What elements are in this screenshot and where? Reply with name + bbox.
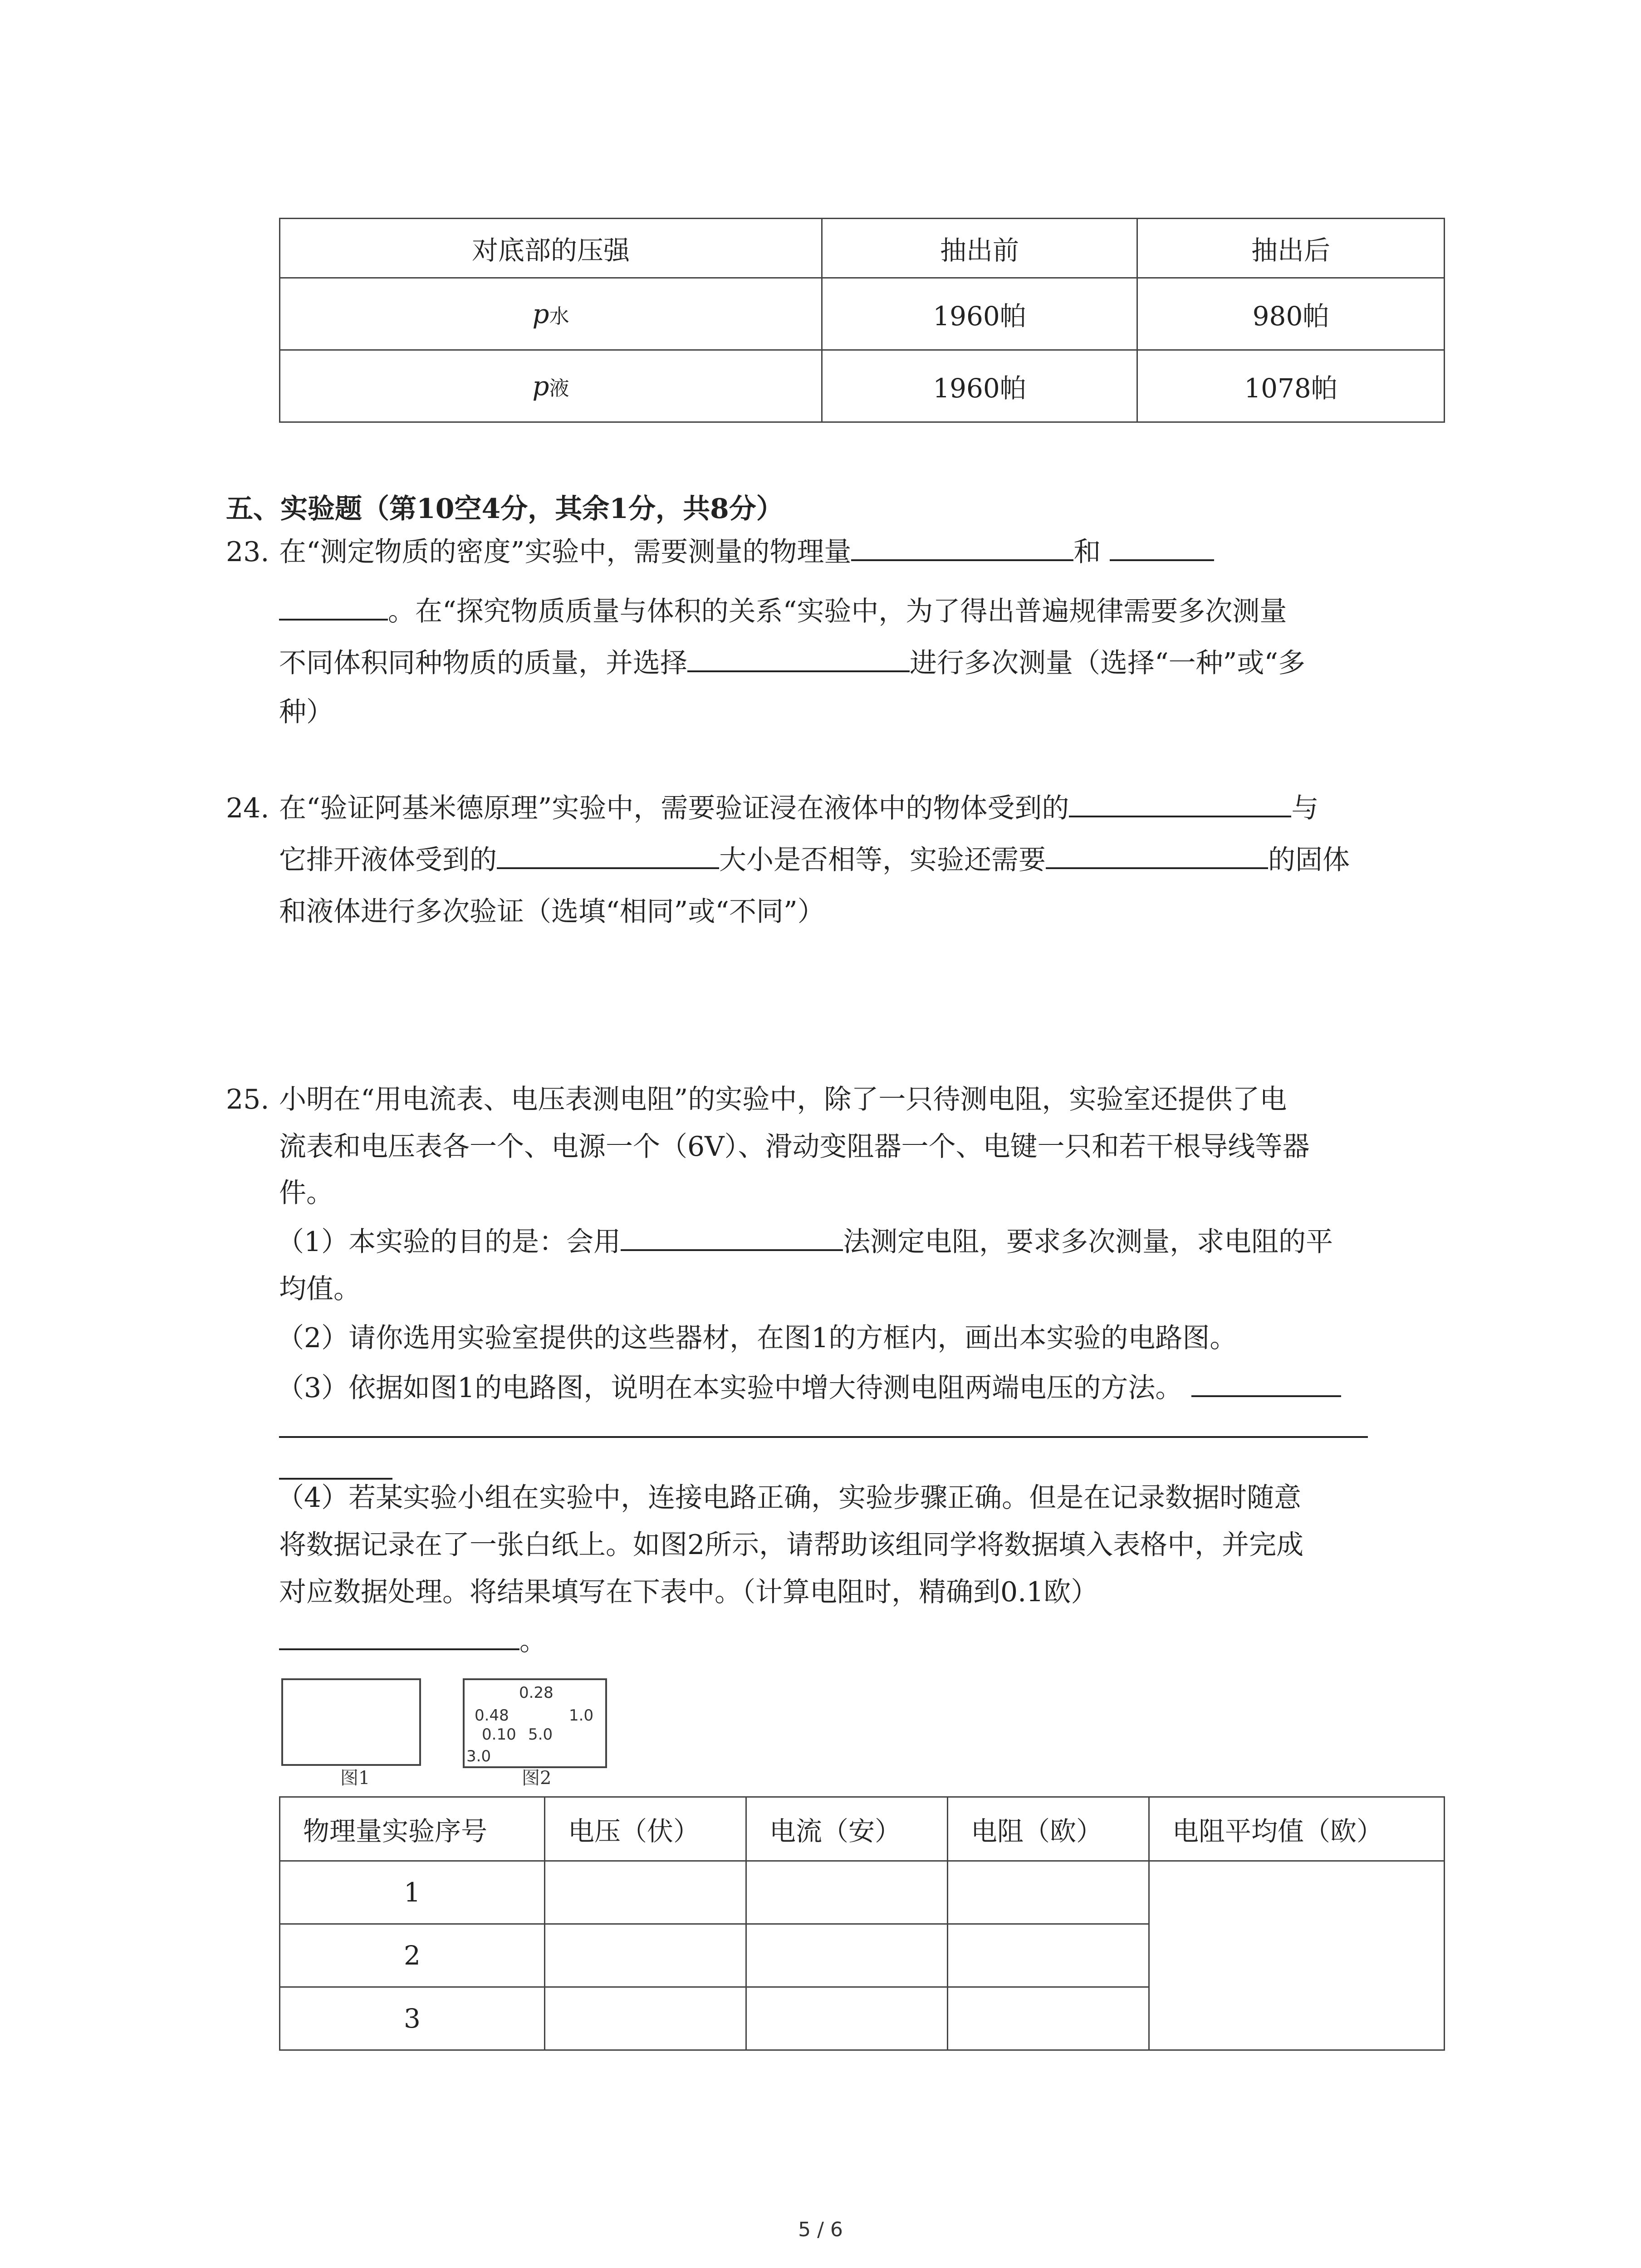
question-number: 24. [226,792,269,824]
table-row [280,1861,1445,1924]
after-value: 1078帕 [1137,350,1445,422]
current-cell[interactable] [746,1924,948,1987]
voltage-cell[interactable] [545,1987,746,2050]
resistance-cell[interactable] [948,1987,1149,2050]
voltage-cell[interactable] [545,1924,746,1987]
row-index: 3 [280,1987,545,2050]
figure-1-caption: 图1 [340,1768,370,1789]
q25-part-3: （3）依据如图1的电路图，说明在本实验中增大待测电阻两端电压的方法。 [277,1364,1341,1412]
header-cell: 电压（伏） [545,1797,746,1861]
figure-2-number: 1.0 [569,1706,594,1725]
q25-part-1-cont: 均值。 [279,1273,361,1305]
current-cell[interactable] [746,1861,948,1924]
q25-part-2: （2）请你选用实验室提供的这些器材，在图1的方框内，画出本实验的电路图。 [277,1322,1237,1354]
answer-blank[interactable] [621,1222,843,1251]
section-title: 五、实验题（第10空4分，其余1分，共8分） [226,493,784,525]
row-index: 2 [280,1924,545,1987]
pressure-table-header [280,219,1445,278]
figure-1-box[interactable] [281,1678,421,1766]
voltage-cell[interactable] [545,1861,746,1924]
question-number: 23. [226,536,269,568]
answer-line[interactable] [279,1436,1368,1438]
header-cell: 电阻（欧） [948,1797,1149,1861]
row-index: 1 [280,1861,545,1924]
row-label: p液 [280,350,822,422]
q25-line-2: 流表和电压表各一个、电源一个（6V）、滑动变阻器一个、电键一只和若干根导线等器 [279,1131,1310,1163]
answer-blank[interactable] [1110,532,1214,561]
page-number: 5 / 6 [798,2218,843,2241]
row-label: p水 [280,278,822,350]
q25-part-4: （4）若某实验小组在实验中，连接电路正确，实验步骤正确。但是在记录数据时随意 [277,1482,1302,1514]
average-resistance-cell[interactable] [1149,1861,1445,2050]
q24-line-2: 它排开液体受到的 大小是否相等，实验还需要 的固体 [279,836,1350,884]
q25-part-4-line-2: 将数据记录在了一张白纸上。如图2所示，请帮助该组同学将数据填入表格中，并完成 [279,1529,1304,1561]
before-value: 1960帕 [822,350,1137,422]
q25-part-1: （1）本实验的目的是：会用 法测定电阻，要求多次测量，求电阻的平 [277,1218,1333,1266]
q25-line-1: 小明在“用电流表、电压表测电阻”的实验中，除了一只待测电阻，实验室还提供了电 [279,1084,1287,1115]
q23-line-1: 在“测定物质的密度”实验中，需要测量的物理量 和 [279,528,1214,576]
header-cell: 抽出前 [822,219,1137,278]
answer-blank[interactable] [1191,1368,1341,1397]
q25-answer-line: 。 [279,1618,547,1665]
question-number: 25. [226,1084,269,1115]
current-cell[interactable] [746,1987,948,2050]
answer-blank[interactable] [851,532,1073,561]
header-cell: 物理量实验序号 [280,1797,545,1861]
figure-2-number: 0.10 [482,1725,516,1744]
resistance-cell[interactable] [948,1861,1149,1924]
q23-line-4: 种） [279,696,333,728]
header-cell: 抽出后 [1137,219,1445,278]
q25-line-3: 件。 [279,1177,333,1209]
answer-blank[interactable] [687,643,910,672]
q24-line-1: 在“验证阿基米德原理”实验中，需要验证浸在液体中的物体受到的 与 [279,785,1318,832]
q23-line-3: 不同体积同种物质的质量，并选择 进行多次测量（选择“一种”或“多 [279,640,1305,687]
figure-2-number: 3.0 [466,1747,491,1765]
after-value: 980帕 [1137,278,1445,350]
answer-blank[interactable] [497,840,719,869]
figure-2-number: 5.0 [528,1725,553,1744]
answer-blank[interactable] [279,591,388,621]
table-row [280,350,1445,422]
data-table-header [280,1797,1445,1861]
q24-line-3: 和液体进行多次验证（选填“相同”或“不同”） [279,896,825,928]
q25-part-4-line-3: 对应数据处理。将结果填写在下表中。（计算电阻时，精确到0.1欧） [279,1576,1098,1608]
answer-blank[interactable] [1046,840,1268,869]
header-cell: 电阻平均值（欧） [1149,1797,1445,1861]
before-value: 1960帕 [822,278,1137,350]
figure-2-box [463,1678,607,1768]
header-cell: 电流（安） [746,1797,948,1861]
q23-line-2: 。在“探究物质质量与体积的关系“实验中，为了得出普遍规律需要多次测量 [279,588,1287,635]
table-row [280,278,1445,350]
answer-blank[interactable] [1069,788,1291,817]
data-table [279,1796,1445,2051]
resistance-cell[interactable] [948,1924,1149,1987]
figure-2-number: 0.48 [475,1706,509,1725]
figure-2-caption: 图2 [522,1768,552,1789]
header-cell: 对底部的压强 [280,219,822,278]
figure-2-number: 0.28 [519,1684,554,1702]
answer-blank[interactable] [279,1621,519,1650]
pressure-table [279,218,1445,423]
